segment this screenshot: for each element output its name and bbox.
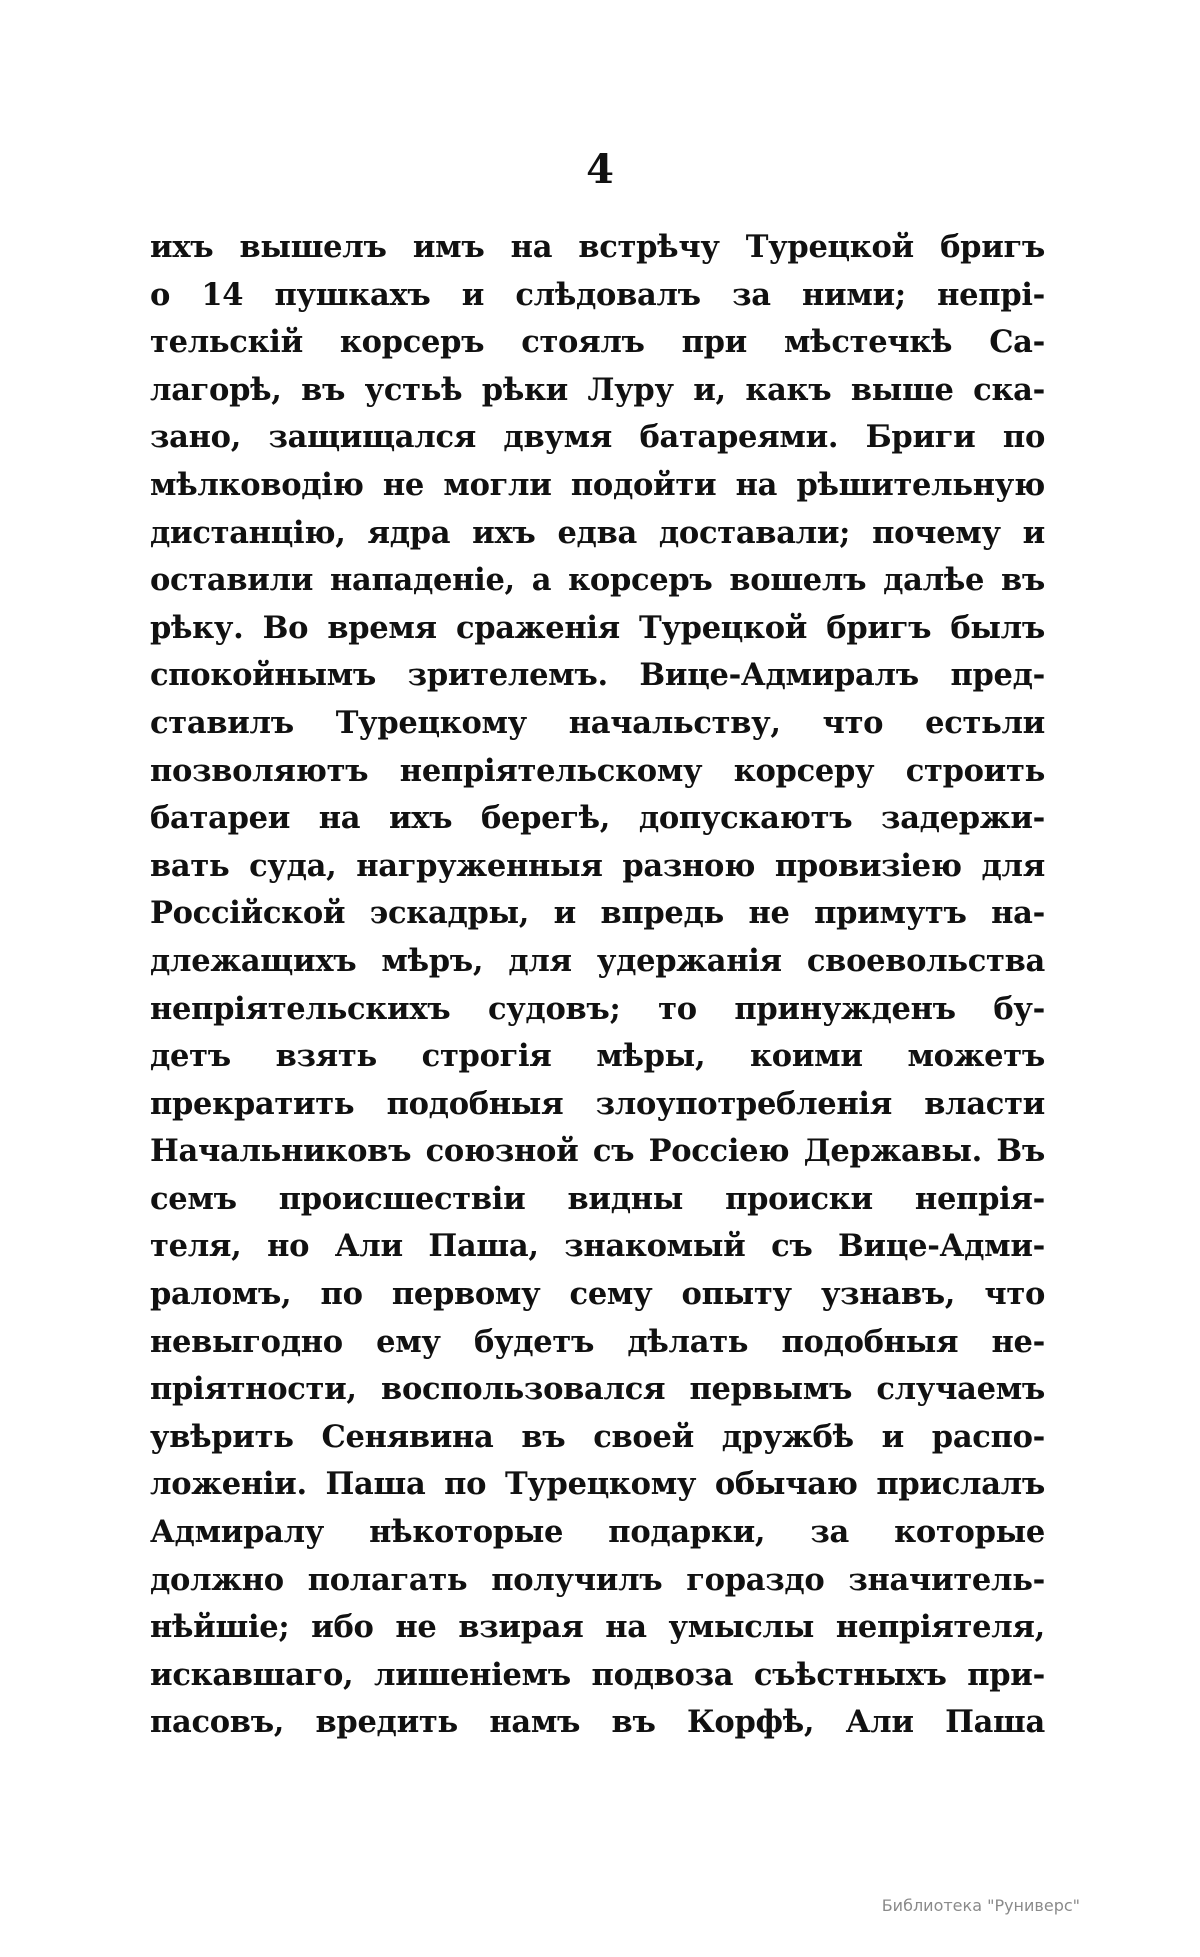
text-line: Россійской эскадры, и впредь не примутъ на-	[150, 895, 1045, 932]
text-line: позволяютъ непріятельскому корсеру строить	[150, 752, 1045, 789]
text-line: о 14 пушкахъ и слѣдовалъ за ними; непрі-	[150, 276, 1045, 313]
text-line: мѣлководію не могли подойти на рѣшительную	[150, 466, 1045, 503]
text-line: прекратить подобныя злоупотребленія власти	[150, 1085, 1045, 1122]
text-line: Начальниковъ союзной съ Россіею Державы. Въ	[150, 1133, 1045, 1170]
text-line: пасовъ, вредить намъ въ Корфѣ, Али Паша	[150, 1704, 1045, 1741]
text-line: увѣрить Сенявина въ своей дружбѣ и распо-	[150, 1418, 1045, 1455]
text-line: семъ происшествіи видны происки непрія-	[150, 1180, 1045, 1217]
text-line: ихъ вышелъ имъ на встрѣчу Турецкой бригъ	[150, 229, 1045, 265]
text-line: вать суда, нагруженныя разною провизіею для	[150, 847, 1045, 884]
text-line: лагорѣ, въ устьѣ рѣки Луру и, какъ выше ска-	[150, 371, 1045, 408]
body-text	[150, 224, 1045, 1747]
text-line: нѣйшіе; ибо не взирая на умыслы непріятеля,	[150, 1609, 1045, 1646]
text-line: детъ взять строгія мѣры, коими можетъ	[150, 1038, 1045, 1075]
text-line: теля, но Али Паша, знакомый съ Вице-Адми-	[150, 1228, 1045, 1265]
text-line: ставилъ Турецкому начальству, что естьли	[150, 704, 1045, 741]
text-line: пріятности, воспользовался первымъ случаемъ	[150, 1371, 1045, 1408]
text-line: Адмиралу нѣкоторые подарки, за которые	[150, 1514, 1045, 1551]
text-line: зано, защищался двумя батареями. Бриги по	[150, 419, 1045, 456]
page-number: 4	[586, 146, 614, 193]
library-watermark: Библиотека "Руниверс"	[881, 1896, 1080, 1915]
text-line: батареи на ихъ берегѣ, допускаютъ задержи-	[150, 800, 1045, 837]
text-line: невыгодно ему будетъ дѣлать подобныя не-	[150, 1323, 1045, 1360]
text-line: искавшаго, лишеніемъ подвоза съѣстныхъ при-	[150, 1656, 1045, 1693]
text-line: длежащихъ мѣръ, для удержанія своевольства	[150, 942, 1045, 979]
text-line: спокойнымъ зрителемъ. Вице-Адмиралъ пред-	[150, 657, 1045, 694]
text-line: дистанцію, ядра ихъ едва доставали; почему и	[150, 514, 1045, 551]
text-line: должно полагать получилъ гораздо значитель-	[150, 1561, 1045, 1598]
text-line: оставили нападеніе, а корсеръ вошелъ далѣе въ	[150, 562, 1045, 599]
text-line: непріятельскихъ судовъ; то принужденъ бу-	[150, 990, 1045, 1027]
text-line: рѣку. Во время сраженія Турецкой бригъ былъ	[150, 609, 1045, 646]
text-line: раломъ, по первому сему опыту узнавъ, что	[150, 1276, 1045, 1313]
text-line: тельскій корсеръ стоялъ при мѣстечкѣ Са-	[150, 324, 1045, 361]
text-line: ложеніи. Паша по Турецкому обычаю прислалъ	[150, 1466, 1045, 1503]
